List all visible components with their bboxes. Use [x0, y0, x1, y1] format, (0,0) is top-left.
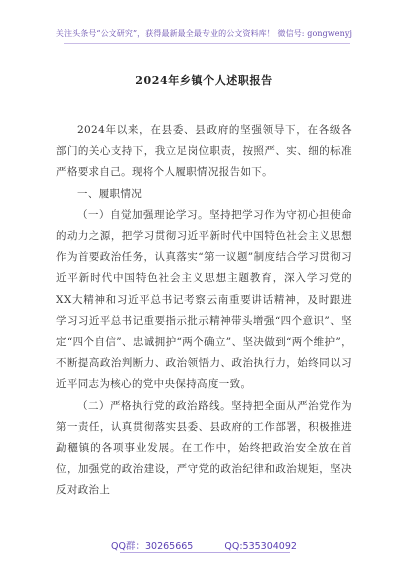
paragraph-theory-study: （一）自觉加强理论学习。坚持把学习作为守初心担使命的动力之源，把学习贯彻习近平新时代中国特色社会主义思想作为首要政治任务，认真落实“第一议题”制度结合学习贯彻习近平新时代中国特色社会主义思想主题教育，深入学习党的XX大精神和习近平总书记考察云南重要讲话精神，及时跟进学习习近平总书记重要指示批示精神带头增强“四个意识”、坚定“四个自信”、忠诚拥护“两个确立”、坚决做到“两个维护”，不断提高政治判断力、政治领悟力、政治执行力，始终同以习近平同志为核心的党中央保持高度一致。	[56, 208, 352, 391]
footer-qq-group: QQ群：30265665	[111, 541, 194, 552]
header-banner: 关注头条号“公文研究”，获得最新最全最专业的公文资料库！ 微信号: gongwenyj	[55, 29, 353, 38]
intro-paragraph: 2024年以来，在县委、县政府的坚强领导下，在各级各部门的关心支持下，我立足岗位职责，按照严、实、细的标准严格要求自己。现将个人履职情况报告如下。	[56, 124, 352, 179]
footer-divider	[120, 552, 290, 553]
footer-qq-number: QQ:535304092	[224, 541, 297, 552]
document-body	[56, 120, 352, 502]
section-heading: 一、履职情况	[77, 187, 143, 200]
header-divider	[64, 43, 350, 44]
document-title: 2024年乡镇个人述职报告	[135, 74, 273, 87]
footer-contact	[0, 538, 408, 552]
paragraph-political-line: （二）严格执行党的政治路线。坚持把全面从严治党作为第一责任，认真贯彻落实县委、县政府的工作部署，积极推进勐穲镇的各项事业发展。在工作中，始终把政治安全放在首位，加强党的政治建设，严守党的政治纪律和政治规矩，坚决反对政治上	[56, 399, 352, 497]
